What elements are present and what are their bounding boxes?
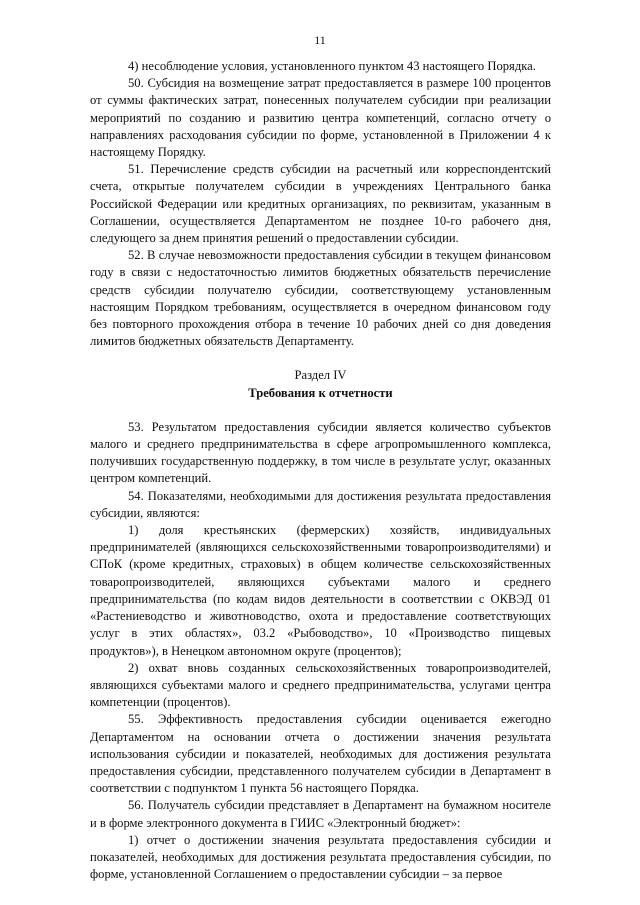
document-body bbox=[90, 58, 551, 883]
section-spacer bbox=[90, 402, 551, 419]
page-number: 11 bbox=[314, 33, 326, 47]
paragraph-56: 56. Получатель субсидии представляет в Департамент на бумажном носителе и в форме электронного документа в ГИИС «Электронный бюджет»: bbox=[90, 798, 551, 830]
paragraph-51: 51. Перечисление средств субсидии на расчетный или корреспондентский счета, открытые получателем субсидии в учреждениях Центрального банка Российской Федерации или кредитных организациях, по реквизитам, указанным в Соглашении, осуществляется Департаментом не позднее 10-го рабочего дня, следующего за днем принятия решений о предоставлении субсидии. bbox=[90, 162, 551, 246]
paragraph-52: 52. В случае невозможности предоставления субсидии в текущем финансовом году в связи с недостаточностью лимитов бюджетных обязательств перечисление средств субсидии получателю субсидии, соответствующему установленным настоящим Порядком требованиям, осуществляется в очередном финансовом году без повторного прохождения отбора в течение 10 рабочих дней со дня доведения лимитов бюджетных обязательств Департаменту. bbox=[90, 248, 551, 349]
paragraph-53: 53. Результатом предоставления субсидии является количество субъектов малого и среднего предпринимательства в сфере агропромышленного комплекса, получивших государственную поддержку, в том числе в результате услуг, оказанных центром компетенций. bbox=[90, 419, 551, 486]
paragraph-54: 54. Показателями, необходимыми для достижения результата предоставления субсидии, являются: bbox=[90, 488, 551, 520]
section-spacer bbox=[90, 350, 551, 367]
paragraph-55: 55. Эффективность предоставления субсидии оценивается ежегодно Департаментом на основании отчета о достижении значения результата использования субсидии и показателей, необходимых для достижения результата предоставления субсидии, представленного получателем субсидии в Департамент в соответствии с подпунктом 1 пункта 56 настоящего Порядка. bbox=[90, 712, 551, 796]
paragraph-54-1: 1) доля крестьянских (фермерских) хозяйств, индивидуальных предпринимателей (являющихся сельскохозяйственными товаропроизводителями) и СПоК (кроме кредитных, страховых) в общем количестве сельскохозяйственных товаропроизводителей, являющихся субъектами малого и среднего предпринимательства (по кодам видов деятельности в соответствии с ОКВЭД 01 «Растениеводство и животноводство, охота и предоставление соответствующих услуг в этих областях», 03.2 «Рыбоводство», 10 «Производство пищевых продуктов»), в Ненецком автономном округе (процентов); bbox=[90, 523, 551, 658]
section-title: Раздел IV bbox=[294, 368, 347, 383]
paragraph-56-1: 1) отчет о достижении значения результата предоставления субсидии и показателей, необходимых для достижения результата предоставления субсидии, по форме, установленной Соглашением о предоставлении субсидии – за первое bbox=[90, 832, 551, 882]
paragraph-54-2: 2) охват вновь созданных сельскохозяйственных товаропроизводителей, являющихся субъектами малого и среднего предпринимательства, услугами центра компетенции (процентов). bbox=[90, 660, 551, 710]
section-subtitle: Требования к отчетности bbox=[248, 385, 393, 400]
paragraph-49-4: 4) несоблюдение условия, установленного пунктом 43 настоящего Порядка. bbox=[128, 59, 536, 73]
paragraph-50: 50. Субсидия на возмещение затрат предоставляется в размере 100 процентов от суммы фактических затрат, понесенных получателем субсидии при реализации мероприятий по созданию и развитию центра компетенций, согласно отчету о направлениях расходования субсидии по форме, установленной в Приложении 4 к настоящему Порядку. bbox=[90, 76, 551, 160]
